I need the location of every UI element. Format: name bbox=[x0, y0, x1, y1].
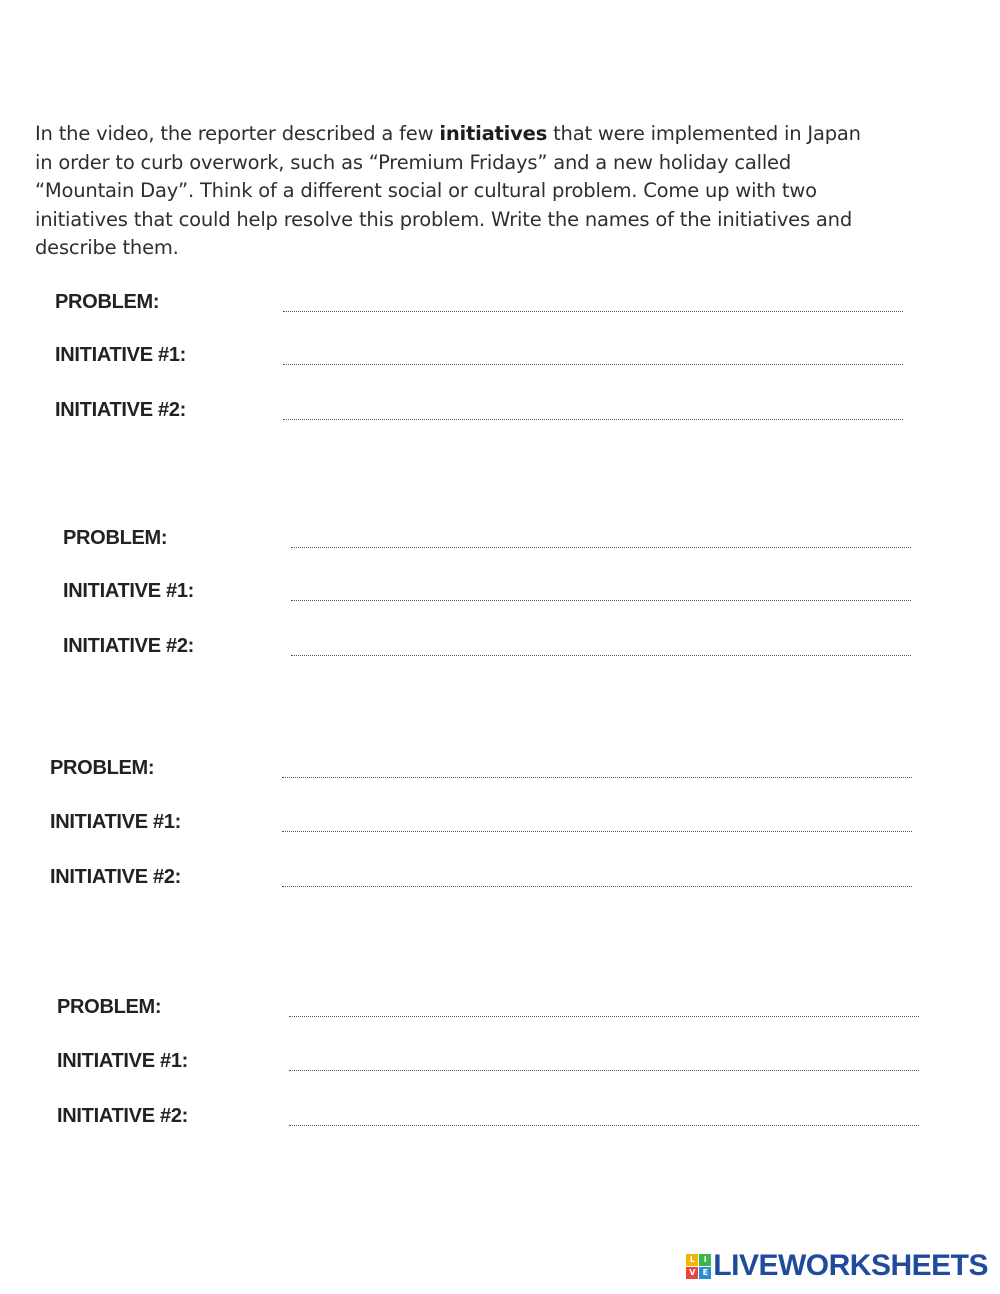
problem-answer-line[interactable] bbox=[289, 1016, 919, 1017]
problem-label: PROBLEM: bbox=[55, 291, 160, 313]
liveworksheets-logo-text: LIVEWORKSHEETS bbox=[713, 1249, 988, 1282]
initiative-1-row bbox=[57, 1048, 957, 1078]
initiative-1-row bbox=[55, 342, 955, 372]
instructions-text-end: that were implemented in Japan in order to curb overwork, such as “Premium Fridays” and a new holiday called “Mountain Day”. Think of a different social or cultural problem. Come up with two initiatives that could help resolve this problem. Write the names of the initiatives and describe them. bbox=[35, 122, 861, 259]
problem-label: PROBLEM: bbox=[50, 757, 155, 779]
initiative-1-label: INITIATIVE #1: bbox=[55, 344, 187, 366]
initiative-1-label: INITIATIVE #1: bbox=[63, 580, 195, 602]
initiative-1-answer-line[interactable] bbox=[282, 831, 912, 832]
initiative-2-row bbox=[57, 1103, 957, 1133]
initiative-1-answer-line[interactable] bbox=[283, 364, 903, 365]
instructions-text-start: In the video, the reporter described a few bbox=[35, 122, 440, 145]
initiative-2-answer-line[interactable] bbox=[289, 1125, 919, 1126]
initiative-1-row bbox=[63, 578, 963, 608]
liveworksheets-logo-icon bbox=[686, 1254, 711, 1279]
logo-letter-v: V bbox=[686, 1267, 698, 1279]
initiative-2-answer-line[interactable] bbox=[283, 419, 903, 420]
problem-answer-line[interactable] bbox=[282, 777, 912, 778]
problem-row bbox=[57, 994, 957, 1024]
liveworksheets-logo bbox=[686, 1250, 988, 1282]
initiative-1-label: INITIATIVE #1: bbox=[50, 811, 182, 833]
initiative-1-row bbox=[50, 809, 950, 839]
problem-row bbox=[50, 755, 950, 785]
initiative-2-row bbox=[55, 397, 955, 427]
initiative-2-label: INITIATIVE #2: bbox=[63, 635, 195, 657]
problem-label: PROBLEM: bbox=[63, 527, 168, 549]
initiative-2-label: INITIATIVE #2: bbox=[55, 399, 187, 421]
problem-answer-line[interactable] bbox=[291, 547, 911, 548]
initiative-1-answer-line[interactable] bbox=[291, 600, 911, 601]
problem-label: PROBLEM: bbox=[57, 996, 162, 1018]
initiative-2-answer-line[interactable] bbox=[291, 655, 911, 656]
initiative-2-row bbox=[63, 633, 963, 663]
problem-row bbox=[55, 289, 955, 319]
instructions-paragraph bbox=[35, 120, 865, 263]
initiative-2-row bbox=[50, 864, 950, 894]
initiative-1-label: INITIATIVE #1: bbox=[57, 1050, 189, 1072]
initiative-2-label: INITIATIVE #2: bbox=[57, 1105, 189, 1127]
problem-answer-line[interactable] bbox=[283, 311, 903, 312]
initiative-1-answer-line[interactable] bbox=[289, 1070, 919, 1071]
logo-letter-i: I bbox=[699, 1254, 711, 1266]
initiative-2-label: INITIATIVE #2: bbox=[50, 866, 182, 888]
instructions-keyword: initiatives bbox=[439, 122, 548, 145]
initiative-2-answer-line[interactable] bbox=[282, 886, 912, 887]
logo-letter-e: E bbox=[699, 1267, 711, 1279]
problem-row bbox=[63, 525, 963, 555]
logo-letter-l: L bbox=[686, 1254, 698, 1266]
